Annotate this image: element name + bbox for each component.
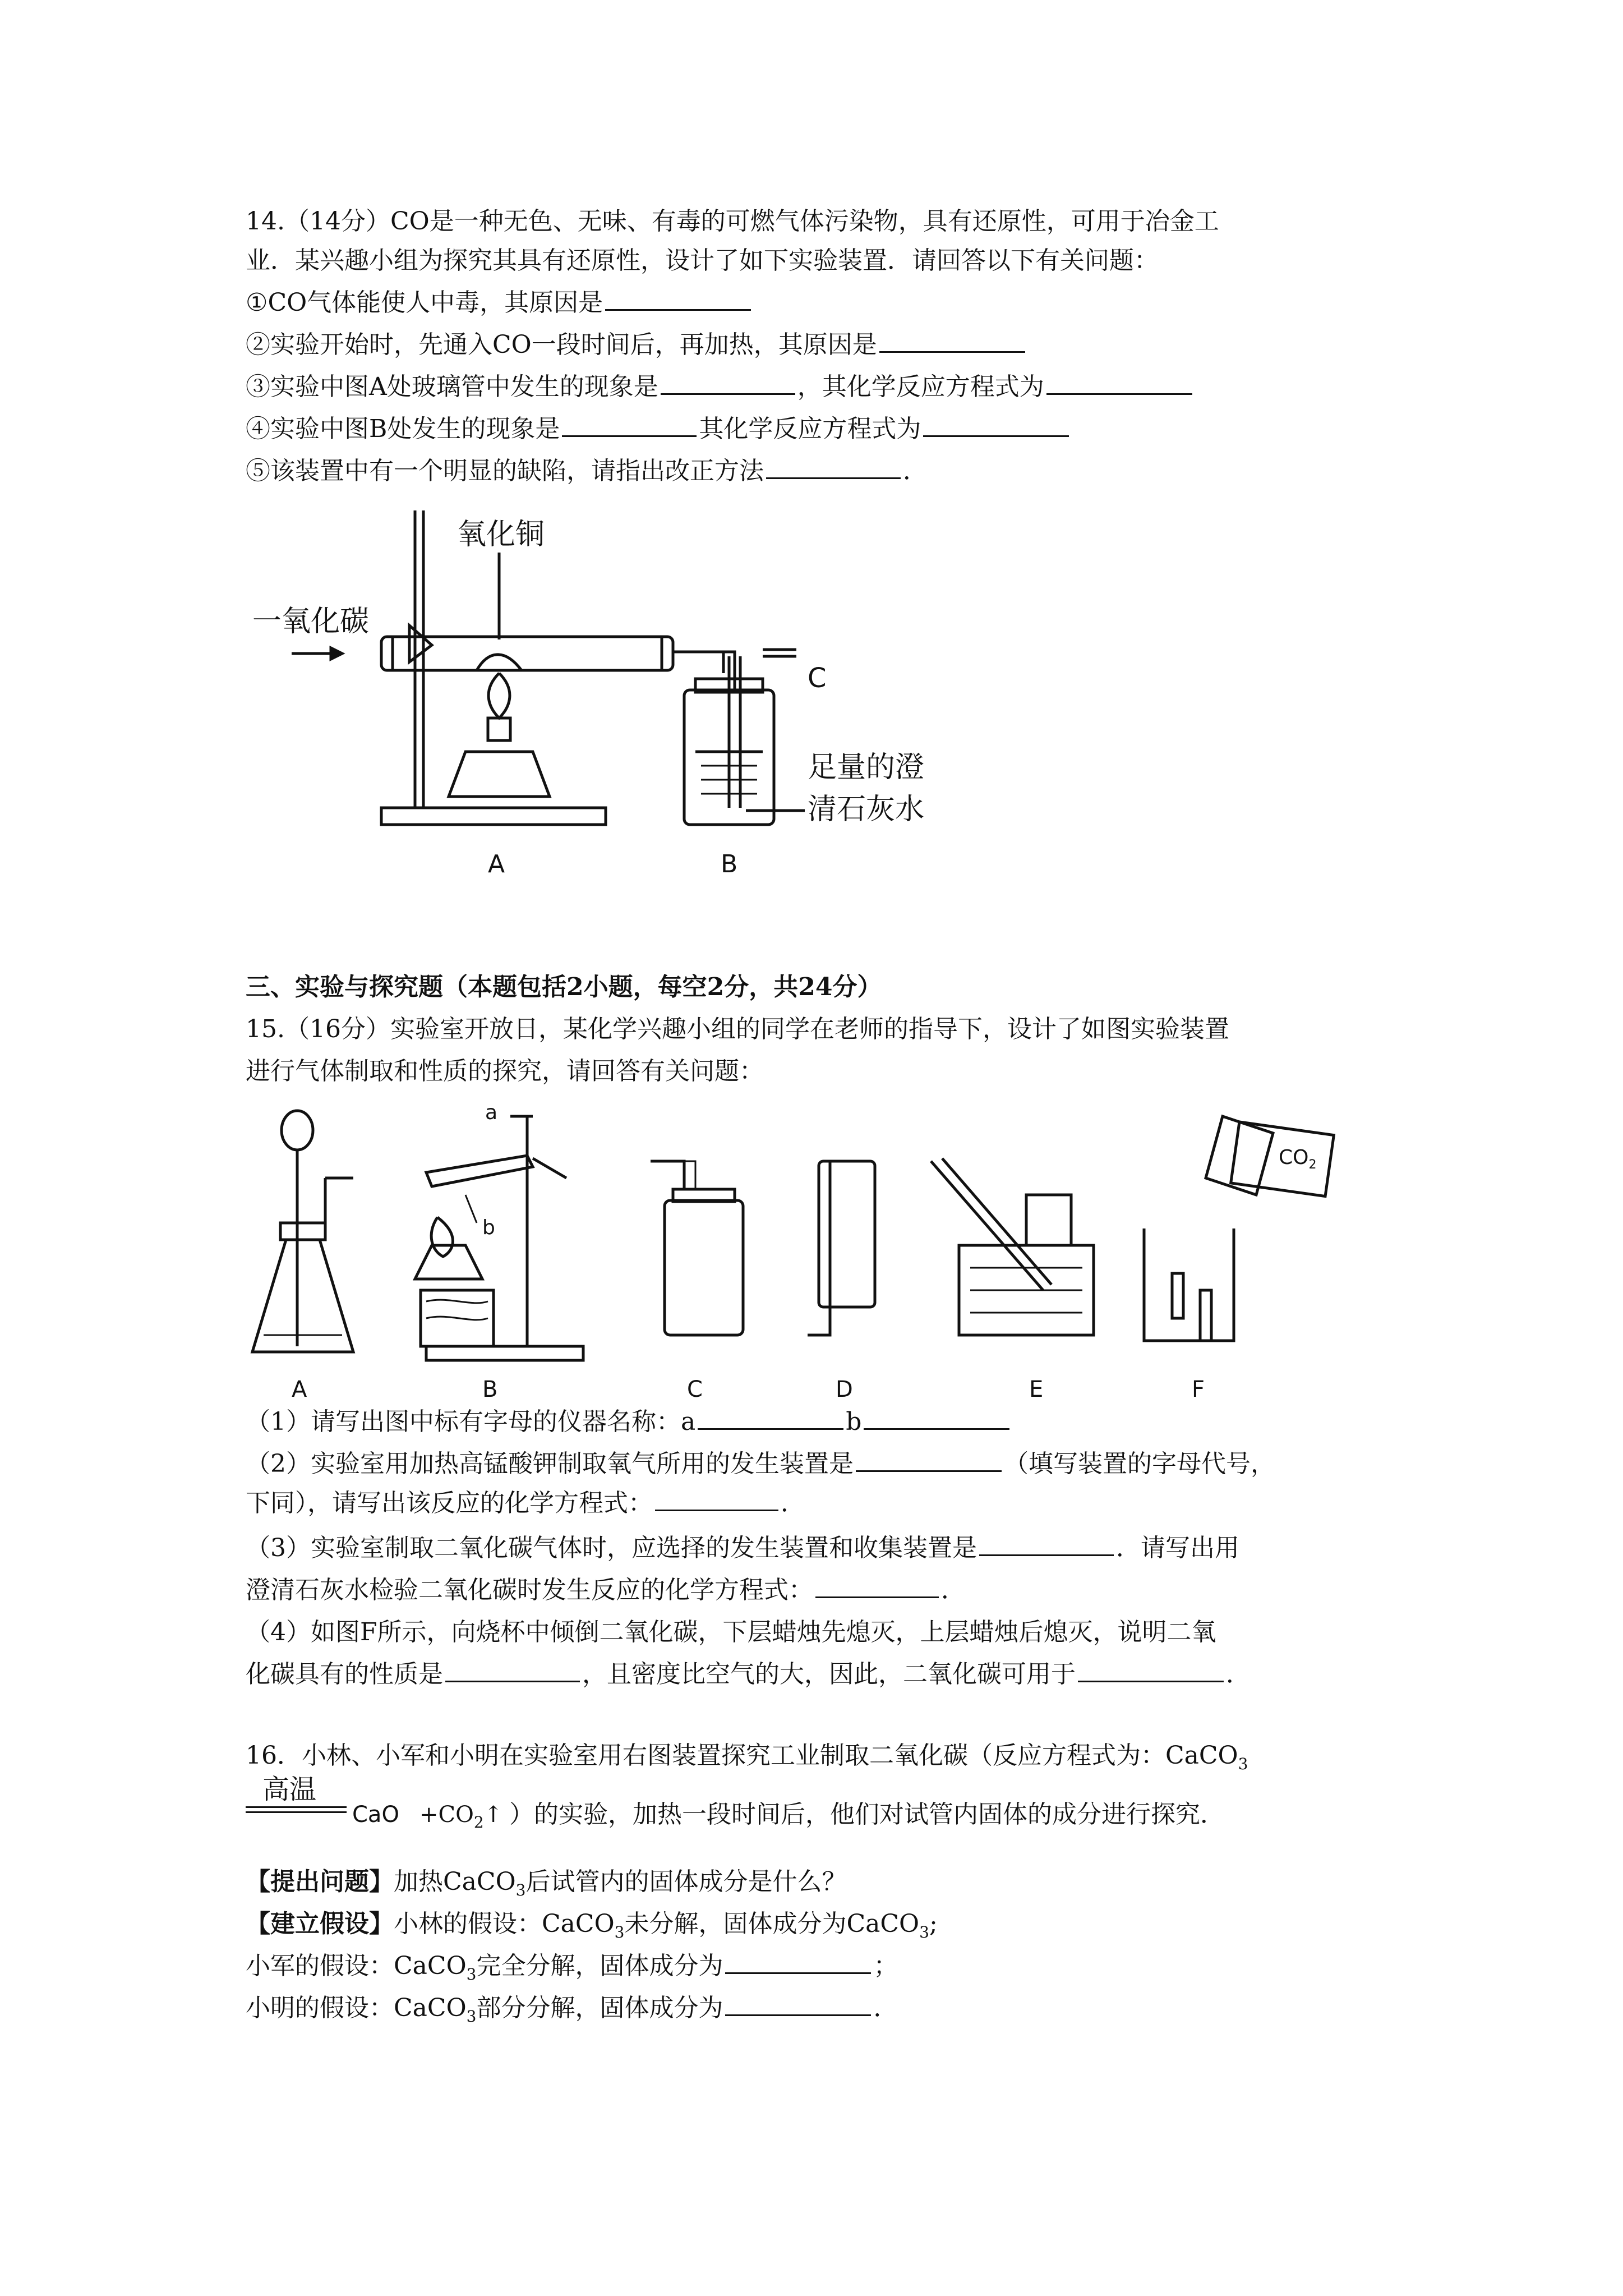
q14-item4-text-a: ④实验中图B处发生的现象是 [246,415,560,443]
hypothesis-tag: 【建立假设】 [246,1910,394,1938]
answer-blank[interactable] [562,413,697,437]
co-label: 一氧化碳 [252,605,370,638]
answer-blank[interactable] [725,1950,871,1974]
q15-part4-text-c: ，且密度比空气的大，因此，二氧化碳可用于 [582,1660,1076,1688]
question-text: 加热CaCO [394,1867,516,1896]
q15-intro-line2: 进行气体制取和性质的探究，请回答有关问题： [246,1057,764,1085]
q16-intro-text: 16．小林、小军和小明在实验室用右图装置探究工业制取二氧化碳（反应方程式为：CaCO [246,1741,1238,1770]
eq-co2: $+CO_2↑$ [419,1802,503,1832]
hyp-ming-rest: 部分分解，固体成分为 [476,1994,723,2022]
question-tag: 【提出问题】 [246,1867,394,1896]
q14-item2 [246,328,1027,362]
reaction-condition: 高温 [262,1774,317,1805]
hyp-jun-end: ； [873,1952,898,1980]
q15-part3-text-b: ．请写出用 [1116,1534,1239,1562]
q14-intro-line2: 业．某兴趣小组为探究其具有还原性，设计了如下实验装置．请回答以下有关问题： [246,246,1159,275]
hyp-jun-rest: 完全分解，固体成分为 [476,1952,723,1980]
q14-item5-text: ⑤该装置中有一个明显的缺陷，请指出改正方法 [246,457,764,485]
q15-part4-line2 [246,1658,1251,1691]
answer-blank[interactable] [766,455,901,479]
q15-part1-text-b: b [846,1407,862,1436]
equals-sign [246,1806,347,1813]
q16-question [246,1865,846,1907]
answer-blank[interactable] [923,413,1069,437]
fig-label-b: B [721,850,738,878]
q15-part2-text-b: （填写装置的字母代号， [1004,1450,1275,1478]
q15-part4-text-d: ． [1226,1660,1251,1688]
answer-blank[interactable] [1078,1658,1224,1682]
q15-part2-line1 [246,1447,1275,1481]
q14-item1-text: ①CO气体能使人中毒，其原因是 [246,288,603,317]
q14-item3-text-a: ③实验中图A处玻璃管中发生的现象是 [246,372,658,401]
q14-item3-text-b: ，其化学反应方程式为 [797,372,1044,401]
q16-intro-line1 [246,1739,1248,1781]
q14-item5-end: ． [903,457,928,485]
q14-item5 [246,454,928,488]
q15-part3-text-a: （3）实验室制取二氧化碳气体时，应选择的发生装置和收集装置是 [246,1534,977,1562]
mark-a: a [485,1105,498,1124]
hyp-ming-text: 小明的假设：CaCO [246,1994,467,2022]
q14-item4-text-b: 其化学反应方程式为 [699,415,921,443]
q14-item3 [246,370,1195,404]
answer-blank[interactable] [605,287,751,311]
hyp-ming-end: ． [873,1994,898,2022]
q15-part3-text-d: ． [941,1576,966,1604]
co2-label: $CO_2$ [1279,1146,1317,1172]
q14-item2-text: ②实验开始时，先通入CO一段时间后，再加热，其原因是 [246,330,877,359]
q16-hypothesis-jun [246,1949,898,1991]
q14-apparatus-figure [241,505,1015,886]
answer-blank[interactable] [1046,371,1192,395]
q15-part4-text-b: 化碳具有的性质是 [246,1660,443,1688]
limewater-label-2: 清石灰水 [808,793,925,826]
question-text-rest: 后试管内的固体成分是什么？ [525,1867,847,1896]
eq-cao: CaO [352,1802,399,1828]
q15-part2-text-c: 下同），请写出该反应的化学方程式： [246,1489,653,1517]
answer-blank[interactable] [979,1532,1114,1556]
q14-item4 [246,412,1071,446]
answer-blank[interactable] [815,1574,939,1598]
fig-label-d: D [836,1377,853,1402]
q15-part1-text-a: （1）请写出图中标有字母的仪器名称：a [246,1407,696,1436]
subscript: 3 [614,1923,625,1941]
q16-hypothesis-ming [246,1991,898,2033]
q15-intro-line1: 15.（16分）实验室开放日，某化学兴趣小组的同学在老师的指导下，设计了如图实验装置 [246,1015,1229,1043]
fig-label-b: B [482,1377,498,1402]
fig-label-c: C [687,1377,703,1402]
subscript: 3 [919,1923,929,1941]
hyp-jun-text: 小军的假设：CaCO [246,1952,467,1980]
section3-title: 三、实验与探究题（本题包括2小题，每空2分，共24分） [246,973,882,1001]
q15-part3-line2 [246,1573,966,1607]
subscript: 3 [466,1965,477,1984]
q15-part2-text-a: （2）实验室用加热高锰酸钾制取氧气所用的发生装置是 [246,1450,854,1478]
hyp-lin-rest: 未分解，固体成分为CaCO [624,1910,920,1938]
answer-blank[interactable] [856,1448,1002,1472]
fig-label-e: E [1029,1377,1044,1402]
subscript: 3 [466,2007,477,2026]
fig-label-a: A [292,1377,307,1402]
hyp-lin-end: ; [929,1910,938,1938]
q15-part3-text-c: 澄清石灰水检验二氧化碳时发生反应的化学方程式： [246,1576,813,1604]
limewater-label-1: 足量的澄 [808,751,925,784]
answer-blank[interactable] [655,1487,778,1511]
subscript: 3 [1238,1755,1248,1773]
answer-blank[interactable] [698,1406,843,1430]
q15-part2-line2 [246,1487,805,1520]
fig-label-a: A [488,850,505,878]
answer-blank[interactable] [661,371,795,395]
q15-part3-line1 [246,1531,1239,1565]
answer-blank[interactable] [864,1406,1009,1430]
answer-blank[interactable] [445,1658,580,1682]
q16-hypothesis-lin [246,1907,938,1949]
hyp-lin-text: 小林的假设：CaCO [394,1910,615,1938]
c-label: C [808,662,827,694]
q15-part1 [246,1405,1012,1439]
cuo-label: 氧化铜 [457,518,545,551]
q15-part2-text-d: ． [781,1489,805,1517]
answer-blank[interactable] [879,329,1025,353]
fig-label-f: F [1192,1377,1205,1402]
q14-item1 [246,286,753,320]
q15-apparatus-figure [247,1105,1391,1408]
subscript: 3 [515,1881,526,1899]
q15-part4-line1: （4）如图F所示，向烧杯中倾倒二氧化碳，下层蜡烛先熄灭，上层蜡烛后熄灭，说明二氧 [246,1618,1216,1646]
q14-intro-line1: 14.（14分）CO是一种无色、无味、有毒的可燃气体污染物，具有还原性，可用于冶金工 [246,207,1219,236]
answer-blank[interactable] [725,1992,871,2016]
eq-rest: ）的实验，加热一段时间后，他们对试管内固体的成分进行探究． [509,1800,1225,1829]
mark-b: b [482,1216,495,1239]
